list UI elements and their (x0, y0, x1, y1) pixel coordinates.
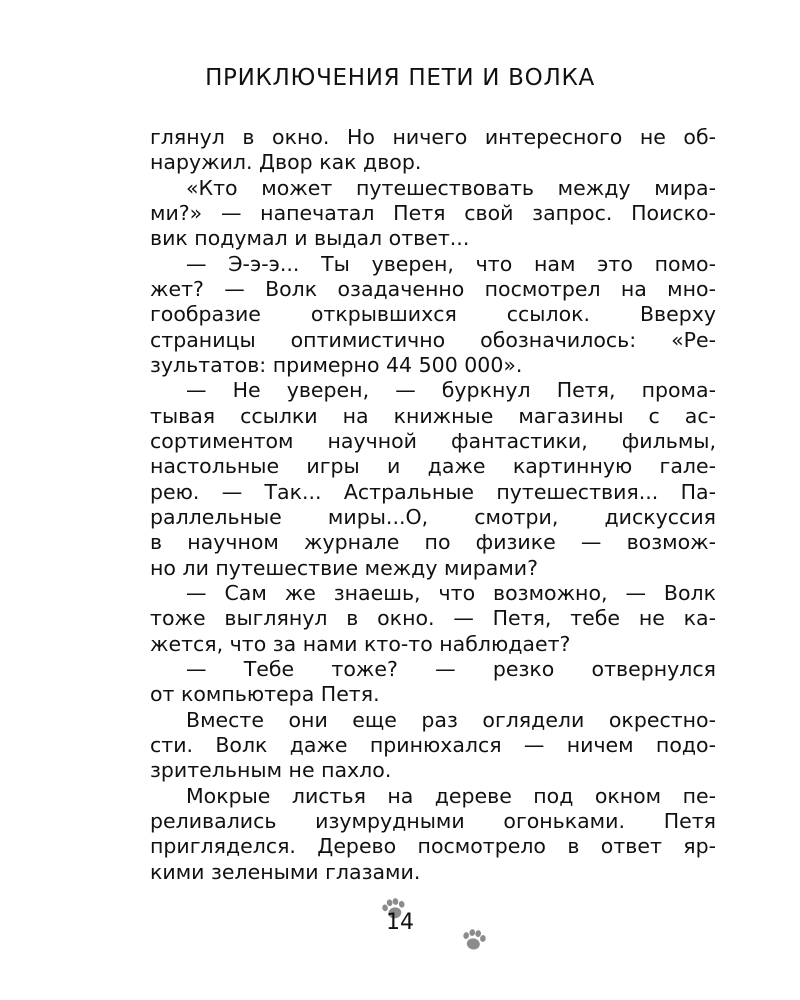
text-line: глянул в окно. Но ничего интересного не об- (150, 125, 716, 149)
text-line: жет? — Волк озадаченно посмотрел на мно- (150, 277, 716, 301)
text-line: но ли путешествие между мирами? (150, 556, 539, 580)
text-line: страницы оптимистично обозначилось: «Ре- (150, 328, 716, 352)
paw-print-icon (458, 926, 490, 954)
text-line: жется, что за нами кто-то наблюдает? (150, 632, 571, 656)
text-line: наружил. Двор как двор. (150, 150, 422, 174)
text-line: кими зелеными глазами. (150, 860, 421, 884)
text-line: зультатов: примерно 44 500 000». (150, 353, 523, 377)
running-header-title: ПРИКЛЮЧЕНИЯ ПЕТИ И ВОЛКА (205, 65, 595, 91)
text-line: ми?» — напечатал Петя свой запрос. Поиско- (150, 201, 716, 225)
text-line: — Э-э-э... Ты уверен, что нам это помо- (186, 252, 716, 276)
text-line: пригляделся. Дерево посмотрело в ответ яр- (150, 834, 716, 858)
text-line: — Не уверен, — буркнул Петя, прома- (186, 378, 716, 402)
text-line: Мокрые листья на дереве под окном пе- (186, 784, 716, 808)
text-line: тоже выглянул в окно. — Петя, тебе не ка- (150, 606, 716, 630)
text-line: раллельные миры...О, смотри, дискуссия (150, 505, 716, 529)
text-line: зрительным не пахло. (150, 758, 392, 782)
text-line: рею. — Так... Астральные путешествия... Па- (150, 480, 716, 504)
text-line: реливались изумрудными огоньками. Петя (150, 809, 716, 833)
text-line: гообразие открывшихся ссылок. Вверху (150, 302, 716, 326)
text-line: — Тебе тоже? — резко отвернулся (186, 657, 716, 681)
text-line: «Кто может путешествовать между мира- (186, 176, 716, 200)
text-line: вик подумал и выдал ответ... (150, 226, 470, 250)
text-line: Вместе они еще раз оглядели окрестно- (186, 708, 716, 732)
text-line: сти. Волк даже принюхался — ничем подо- (150, 733, 716, 757)
text-line: настольные игры и даже картинную гале- (150, 454, 716, 478)
text-line: в научном журнале по физике — возмож- (150, 530, 716, 554)
text-line: от компьютера Петя. (150, 682, 380, 706)
text-line: — Сам же знаешь, что возможно, — Волк (186, 581, 716, 605)
page-number: 14 (386, 910, 414, 935)
text-line: сортиментом научной фантастики, фильмы, (150, 429, 716, 453)
text-line: тывая ссылки на книжные магазины с ас- (150, 404, 716, 428)
